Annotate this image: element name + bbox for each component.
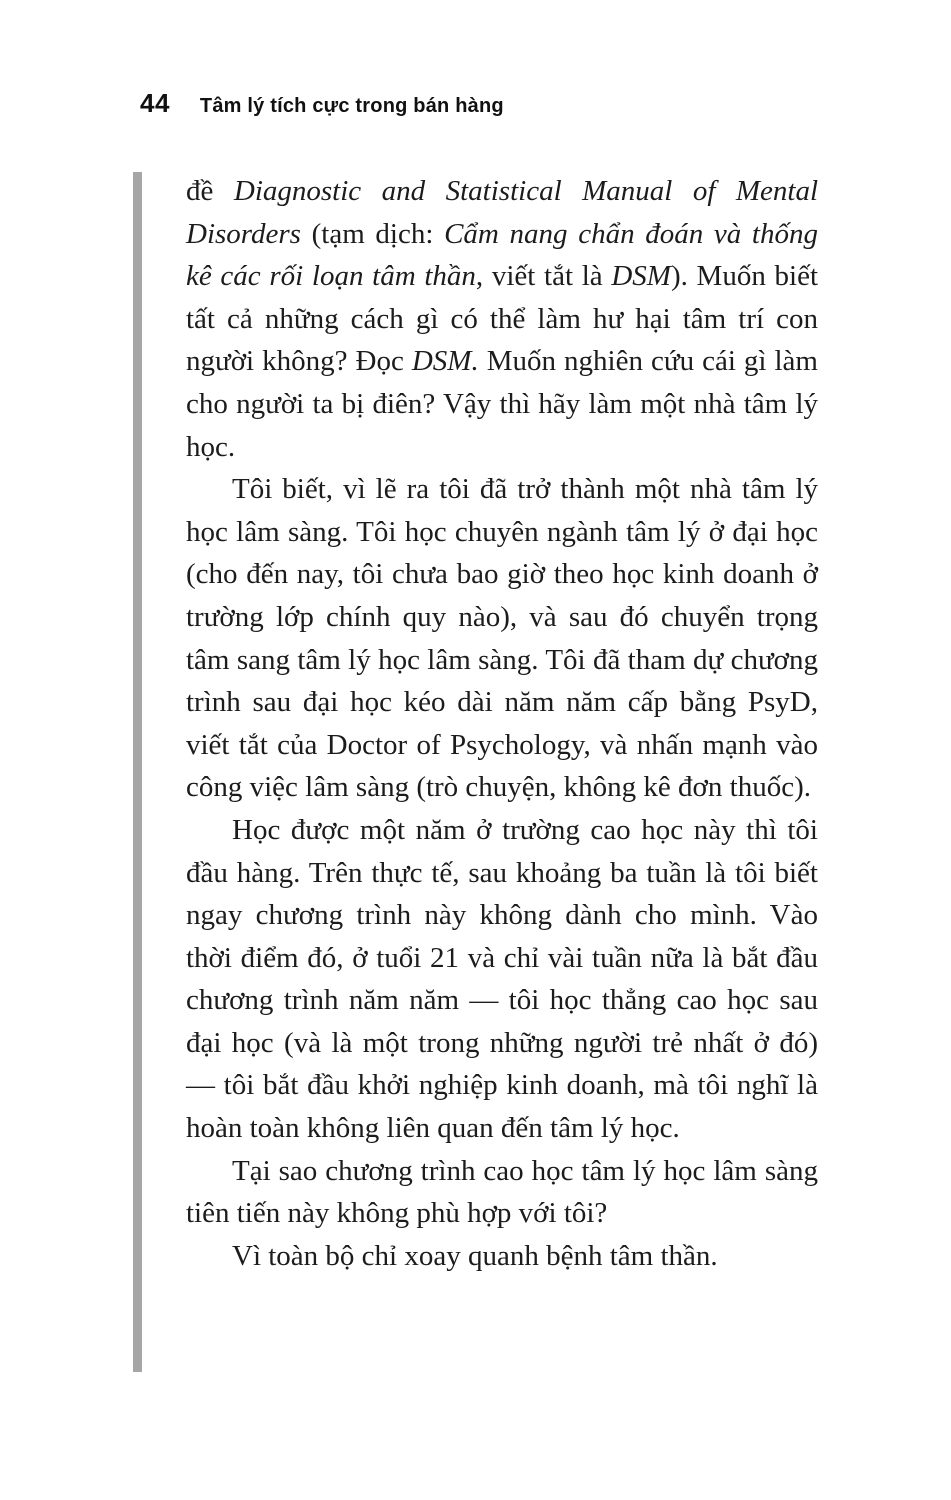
page-header bbox=[140, 88, 504, 119]
text-run: Tôi biết, vì lẽ ra tôi đã trở thành một nhà tâm lý học lâm sàng. Tôi học chuyên ngành tâm lý ở đại học (cho đến nay, tôi chưa bao giờ theo học kinh doanh ở trường lớp chính quy nào), và sau đó chuyển trọng tâm sang tâm lý học lâm sàng. Tôi đã tham dự chương trình sau đại học kéo dài năm năm cấp bằng PsyD, viết tắt của Doctor of Psychology, và nhấn mạnh vào công việc lâm sàng (trò chuyện, không kê đơn thuốc). bbox=[186, 473, 818, 804]
text-run: Muốn nghiên cứu cái gì làm cho người ta bị điên? Vậy thì hãy làm một nhà tâm lý học. bbox=[186, 345, 818, 463]
italic-text-run: DSM. bbox=[411, 345, 479, 378]
paragraph bbox=[186, 468, 818, 809]
paragraph bbox=[186, 170, 818, 468]
text-run: (tạm dịch: bbox=[300, 217, 445, 250]
page-number: 44 bbox=[140, 88, 170, 118]
italic-text-run: Diagnostic and Statistical Manual of Mental Disorders bbox=[186, 175, 819, 250]
italic-text-run: DSM bbox=[611, 260, 671, 293]
text-run: , viết tắt là bbox=[475, 260, 612, 293]
paragraph bbox=[186, 1150, 818, 1235]
text-run: Tại sao chương trình cao học tâm lý học lâm sàng tiên tiến này không phù hợp với tôi? bbox=[186, 1154, 818, 1230]
body-text bbox=[186, 170, 818, 1277]
paragraph bbox=[186, 1235, 818, 1278]
text-run: Vì toàn bộ chỉ xoay quanh bệnh tâm thần. bbox=[232, 1239, 718, 1272]
running-title: Tâm lý tích cực trong bán hàng bbox=[199, 95, 504, 117]
quote-bar bbox=[133, 172, 142, 1372]
italic-text-run: Cẩm nang chẩn đoán và thống kê các rối loạn tâm thần bbox=[186, 217, 818, 293]
text-run: đề bbox=[186, 175, 234, 207]
text-run: Học được một năm ở trường cao học này thì tôi đầu hàng. Trên thực tế, sau khoảng ba tuần là tôi biết ngay chương trình này không dành cho mình. Vào thời điểm đó, ở tuổi 21 và chỉ vài tuần nữa là bắt đầu chương trình năm năm — tôi học thẳng cao học sau đại học (và là một trong những người trẻ nhất ở đó) — tôi bắt đầu khởi nghiệp kinh doanh, mà tôi nghĩ là hoàn toàn không liên quan đến tâm lý học. bbox=[186, 813, 818, 1145]
text-run: ). Muốn biết tất cả những cách gì có thể làm hư hại tâm trí con người không? Đọc bbox=[186, 260, 818, 378]
paragraph bbox=[186, 809, 818, 1150]
